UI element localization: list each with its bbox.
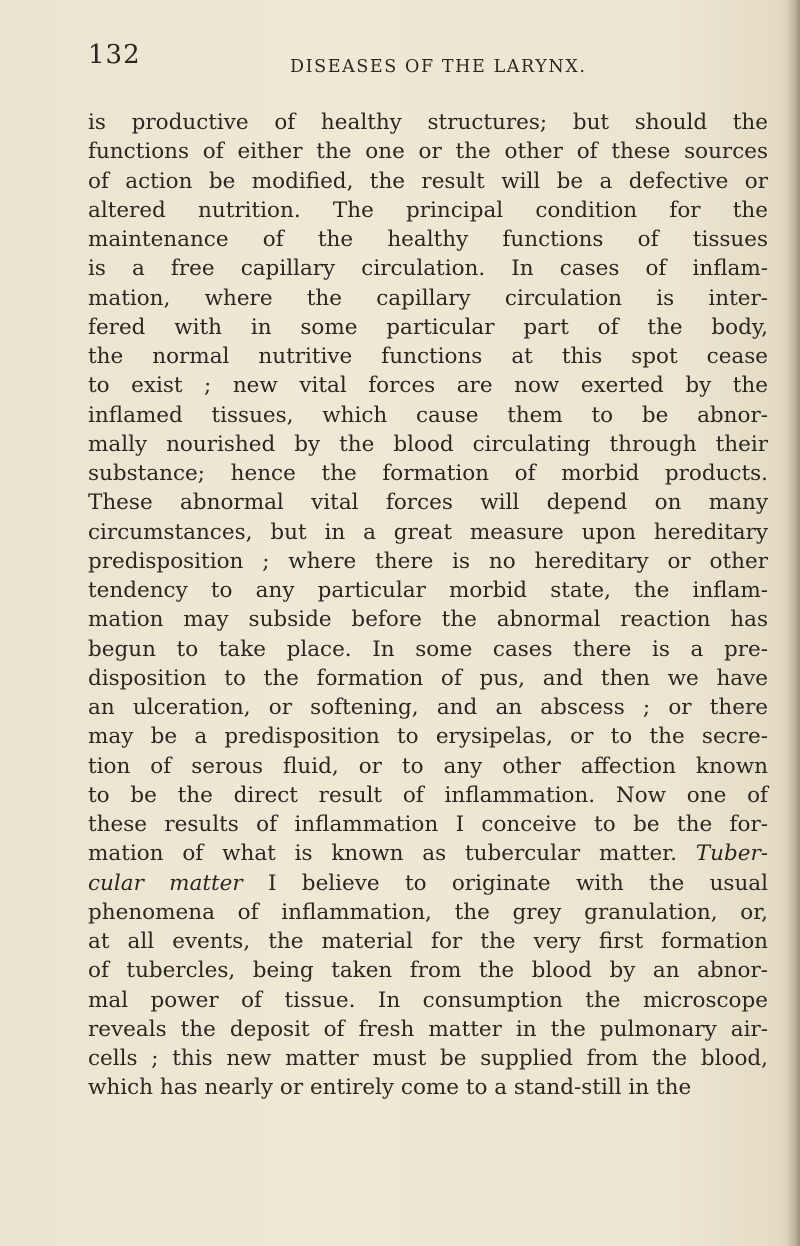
text-line: reveals the deposit of fresh matter in the pulmonary air- (88, 1016, 768, 1042)
text-line: mal power of tissue. In consumption the microscope (88, 987, 768, 1013)
text-line-with-italic (88, 839, 768, 868)
text-line: cells ; this new matter must be supplied from the blood, (88, 1046, 768, 1071)
text-line: of tubercles, being taken from the blood by an abnor- (88, 958, 768, 984)
page-edge-shadow (786, 0, 800, 1246)
text-line: may be a predisposition to erysipelas, or to the secre- (88, 724, 768, 750)
text-line: to exist ; new vital forces are now exerted by the (88, 373, 768, 399)
text-line: at all events, the material for the very first formation (88, 929, 768, 954)
text-line: fered with in some particular part of the body, (88, 314, 768, 340)
text-line: mation, where the capillary circulation is inter- (88, 285, 768, 311)
text-line: the normal nutritive functions at this spot cease (88, 344, 768, 369)
text-line: of action be modified, the result will be a defective or (88, 168, 768, 194)
text-line: functions of either the one or the other of these sources (88, 139, 768, 165)
text-line: begun to take place. In some cases there is a pre- (88, 636, 768, 662)
page-header (88, 40, 788, 80)
text-line: to be the direct result of inflammation. Now one of (88, 782, 768, 808)
text-line: circumstances, but in a great measure upon hereditary (88, 519, 768, 545)
text-line-with-italic (88, 869, 768, 898)
text-line: altered nutrition. The principal condition for the (88, 197, 768, 223)
text-line: phenomena of inflammation, the grey granulation, or, (88, 899, 768, 925)
text-line: mation may subside before the abnormal reaction has (88, 607, 768, 633)
text-line: mally nourished by the blood circulating through their (88, 431, 768, 457)
text-line: tion of serous fluid, or to any other affection known (88, 753, 768, 779)
text-line: which has nearly or entirely come to a stand-still in the (88, 1075, 692, 1101)
italic-term: Tuber- (695, 841, 768, 867)
text-segment: I believe to originate with the usual (268, 870, 768, 896)
running-head: DISEASES OF THE LARYNX. (290, 57, 587, 77)
text-line: predisposition ; where there is no hereditary or other (88, 548, 768, 574)
italic-term: cular matter (88, 870, 243, 896)
text-line: these results of inflammation I conceive to be the for- (88, 812, 768, 837)
text-line: is productive of healthy structures; but should the (88, 110, 768, 135)
text-line: These abnormal vital forces will depend on many (88, 490, 768, 516)
text-line: inflamed tissues, which cause them to be abnor- (88, 402, 768, 428)
text-line: maintenance of the healthy functions of tissues (88, 227, 768, 252)
text-line: an ulceration, or softening, and an abscess ; or there (88, 695, 768, 720)
body-text (88, 108, 768, 1103)
text-line: is a free capillary circulation. In cases of inflam- (88, 256, 768, 282)
text-line: tendency to any particular morbid state, the inflam- (88, 578, 768, 603)
page-number: 132 (88, 40, 141, 70)
text-segment: mation of what is known as tubercular matter. (88, 841, 677, 867)
text-line: substance; hence the formation of morbid products. (88, 461, 768, 486)
text-line: disposition to the formation of pus, and then we have (88, 665, 768, 691)
